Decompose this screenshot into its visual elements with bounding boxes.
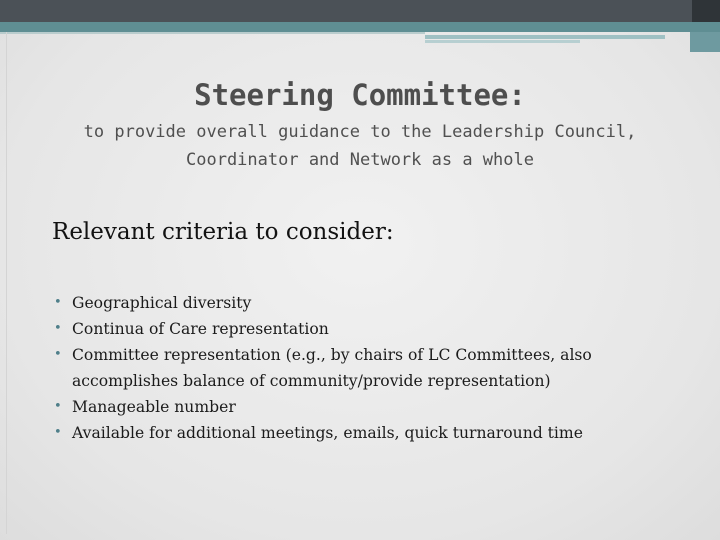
section-heading: Relevant criteria to consider: — [52, 219, 394, 245]
bullet-icon: • — [54, 399, 62, 414]
list-item-text: Geographical diversity — [72, 294, 252, 312]
list-item-text: Manageable number — [72, 398, 236, 416]
slide-subtitle — [40, 118, 680, 174]
list-item-text: Available for additional meetings, emails, quick turnaround time — [72, 424, 583, 442]
list-item — [54, 342, 674, 394]
bullet-icon: • — [54, 321, 62, 336]
criteria-list — [54, 290, 674, 446]
list-item — [54, 394, 674, 420]
top-header-band — [0, 0, 720, 22]
bullet-icon: • — [54, 425, 62, 440]
bullet-icon: • — [54, 295, 62, 310]
slide-title: Steering Committee: — [194, 78, 526, 112]
subtitle-line-2: Coordinator and Network as a whole — [186, 150, 534, 170]
list-item — [54, 290, 674, 316]
list-item-text: Continua of Care representation — [72, 320, 329, 338]
header-corner-block — [692, 0, 720, 22]
bullet-icon: • — [54, 347, 62, 362]
subtitle-line-1: to provide overall guidance to the Leadership Council, — [83, 122, 637, 142]
list-item — [54, 316, 674, 342]
list-item-text: Committee representation (e.g., by chairs of LC Committees, also accomplishes balance of community/provide representation) — [72, 346, 592, 390]
accent-stripe — [0, 22, 720, 32]
list-item — [54, 420, 674, 446]
